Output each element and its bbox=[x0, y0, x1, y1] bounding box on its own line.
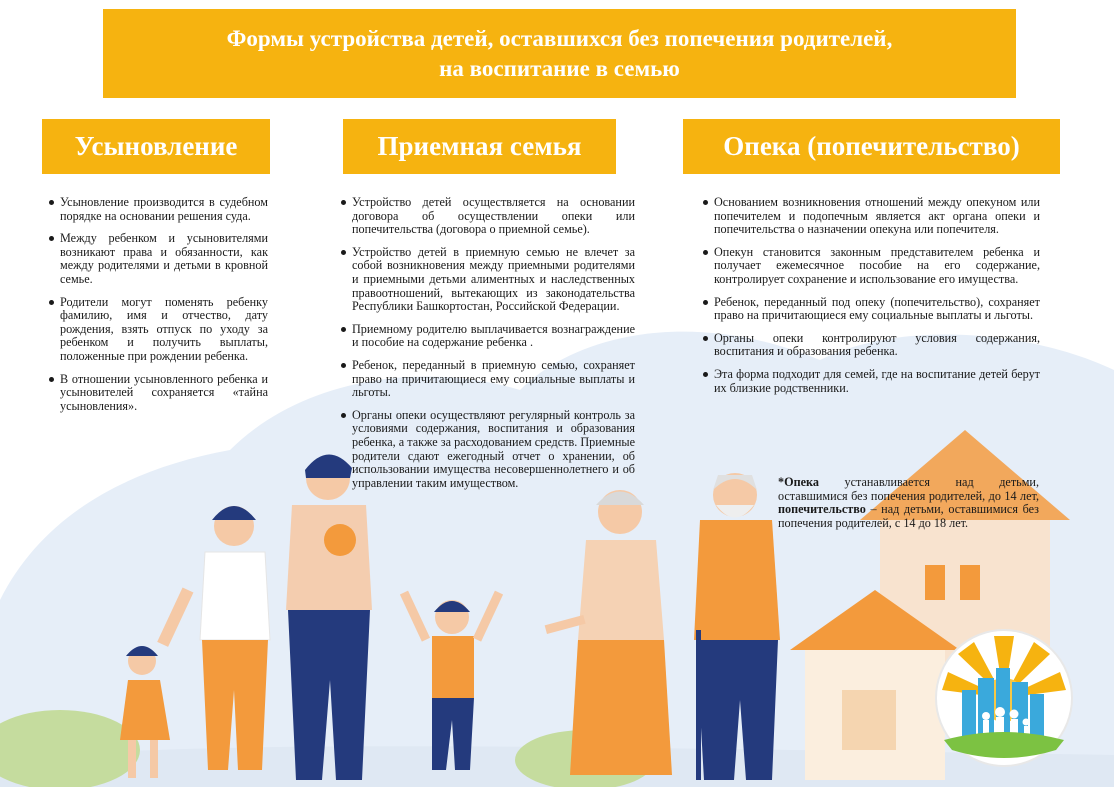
list-item: Органы опеки контролируют условия содержания, воспитания и образования ребенка. bbox=[702, 332, 1040, 359]
title-line-1: Формы устройства детей, оставшихся без попечения родителей, bbox=[226, 25, 893, 51]
heading-foster-family: Приемная семья bbox=[343, 119, 616, 174]
adoption-column bbox=[48, 196, 268, 422]
title-banner bbox=[103, 9, 1016, 98]
title-line-2: на воспитание в семью bbox=[439, 55, 680, 81]
organization-logo bbox=[934, 628, 1074, 768]
note-term-guardianship: *Опека bbox=[778, 475, 819, 489]
guardianship-column bbox=[702, 196, 1040, 404]
list-item: Родители могут поменять ребенку фамилию, имя и отчество, дату рождения, взять отпуск по уходу за ребенком и получить выплаты, положенные при рождении ребенка. bbox=[48, 296, 268, 364]
heading-guardianship: Опека (попечительство) bbox=[683, 119, 1060, 174]
list-item: Органы опеки осуществляют регулярный контроль за условиями содержания, воспитания и образования ребенка, а также за расходованием средств. Приемные родители сдают ежегодный отчет о хранении, об использовании имущества несовершеннолетнего и об управлении таким имуществом. bbox=[340, 409, 635, 491]
note-text-2: – над детьми, оставшимися без попечения родителей, с 14 до 18 лет. bbox=[778, 502, 1039, 530]
guardianship-footnote bbox=[778, 476, 1039, 530]
list-item: Эта форма подходит для семей, где на воспитание детей берут их близкие родственники. bbox=[702, 368, 1040, 395]
list-item: Устройство детей осуществляется на основании договора об осуществлении опеки или попечительства (договора о приемной семье). bbox=[340, 196, 635, 237]
list-item: Между ребенком и усыновителями возникают права и обязанности, как между родителями и детьми в кровной семье. bbox=[48, 232, 268, 286]
list-item: Основанием возникновения отношений между опекуном или попечителем и подопечным является акт органа опеки и попечительства о назначении опекуна или попечителя. bbox=[702, 196, 1040, 237]
list-item: Приемному родителю выплачивается вознаграждение и пособие на содержание ребенка . bbox=[340, 323, 635, 350]
list-item: Устройство детей в приемную семью не влечет за собой возникновения между приемными родителями и приемными детьми алиментных и наследственных правоотношений, вытекающих из законодательства Республики Башкортостан, Российской Федерации. bbox=[340, 246, 635, 314]
heading-adoption: Усыновление bbox=[42, 119, 270, 174]
list-item: Ребенок, переданный под опеку (попечительство), сохраняет право на причитающиеся ему социальные выплаты и льготы. bbox=[702, 296, 1040, 323]
note-term-trusteeship: попечительство bbox=[778, 502, 866, 517]
foster-family-column bbox=[340, 196, 635, 499]
list-item: Ребенок, переданный в приемную семью, сохраняет право на причитающиеся ему социальные выплаты и льготы. bbox=[340, 359, 635, 400]
list-item: Опекун становится законным представителем ребенка и получает ежемесячное пособие на его содержание, контролирует сохранение и использование его имущества. bbox=[702, 246, 1040, 287]
note-text-1: устанавливается над детьми, оставшимися без попечения родителей, до 14 лет, bbox=[778, 475, 1039, 503]
list-item: В отношении усыновленного ребенка и усыновителей сохраняется «тайна усыновления». bbox=[48, 373, 268, 414]
list-item: Усыновление производится в судебном порядке на основании решения суда. bbox=[48, 196, 268, 223]
